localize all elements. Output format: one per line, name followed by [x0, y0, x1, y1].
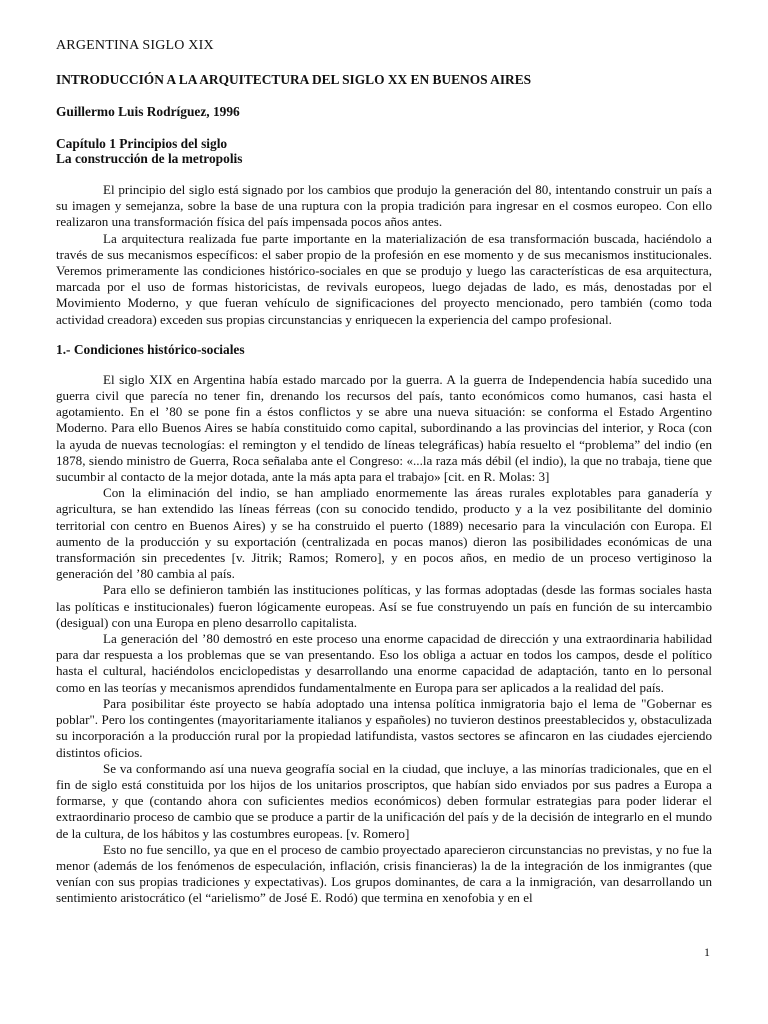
section-paragraph: El siglo XIX en Argentina había estado marcado por la guerra. A la guerra de Independencia había sucedido una guerra civil que parecía no tener fin, drenando los recursos del país, tanto económicos como humanos, casi hasta el agotamiento. En el ’80 se pone fin a éstos conflictos y se abre una nueva situación: se conforma el Estado Argentino Moderno. Para ello Buenos Aires se había constituido como capital, subordinando a las provincias del interior, y Roca (con la ayuda de nuevas tecnologías: el remington y el tendido de líneas telegráficas) había resuelto el “problema” del indio (en 1878, siendo ministro de Guerra, Roca señalaba ante el Congreso: «...la raza más débil (el indio), la que no trabaja, tiene que sucumbir al contacto de la mejor dotada, ante la más apta para el trabajo» [cit. en R. Molas: 3] — [56, 371, 712, 485]
chapter-title: Capítulo 1 Principios del siglo — [56, 136, 228, 151]
chapter-subtitle: La construcción de la metropolis — [56, 151, 243, 166]
document-title: INTRODUCCIÓN A LA ARQUITECTURA DEL SIGLO XX EN BUENOS AIRES — [56, 72, 532, 87]
section-paragraph: Esto no fue sencillo, ya que en el proceso de cambio proyectado aparecieron circunstancias no previstas, y no fue la menor (además de los fenómenos de especulación, inflación, crisis financieras) la de la integración de los inmigrantes (que venían con sus propias tradiciones y expectativas). Los grupos dominantes, de cara a la inmigración, van desarrollando un sentimiento aristocrático (el “arielismo” de José E. Rodó) que termina en xenofobia y en el — [56, 841, 712, 906]
author-line: Guillermo Luis Rodríguez, 1996 — [56, 104, 240, 119]
series-title: ARGENTINA SIGLO XIX — [56, 38, 214, 53]
intro-paragraph: El principio del siglo está signado por los cambios que produjo la generación del 80, intentando construir un país a su imagen y semejanza, sobre la base de una ruptura con la propia tradición para ingresar en el cosmos europeo. Con ello realizaron una transformación física del país impensada pocos años antes. — [56, 182, 712, 230]
section-paragraph: Para ello se definieron también las instituciones políticas, y las formas adoptadas (desde las formas sociales hasta las políticas e institucionales) fueron lógicamente europeas. Así se fue construyendo un país en función de su intercambio (desigual) con una Europa en pleno desarrollo capitalista. — [56, 582, 712, 630]
chapter-heading — [56, 136, 712, 166]
section-heading: 1.- Condiciones histórico-sociales — [56, 341, 245, 357]
section-paragraph: Para posibilitar éste proyecto se había adoptado una intensa política inmigratoria bajo el lema de "Gobernar es poblar". Pero los contingentes (mayoritariamente italianos y españoles) no tuvieron destinos preestablecidos y, obstaculizada su incorporación a la producción rural por la propiedad latifundista, vastos sectores se afincaron en las ciudades ejerciendo distintos oficios. — [56, 695, 712, 760]
section-paragraph: Con la eliminación del indio, se han ampliado enormemente las áreas rurales explotables para ganadería y agricultura, se han extendido las líneas férreas (con su conocido tendido, producto y a la vez posibilitante del dominio territorial con centro en Buenos Aires) y se ha construido el puerto (1889) necesario para la vinculación con Europa. El aumento de la producción y su exportación (centralizada en pocas manos) dieron las posibilidades económicas de una transformación sin precedentes [v. Jitrik; Ramos; Romero], y en pocos años, en medio de un proceso vertiginoso la generación del ’80 cambia al país. — [56, 485, 712, 582]
intro-paragraph: La arquitectura realizada fue parte importante en la materialización de esa transformación buscada, haciéndolo a través de sus mecanismos específicos: el saber propio de la profesión en ese momento y de sus mecanismos institucionales. Veremos primeramente las condiciones histórico-sociales en que se produjo y luego las características de esa arquitectura, marcada por el uso de formas historicistas, de revivals europeos, luego dejadas de lado, es más, denostadas por el Movimiento Moderno, y que fueran vehículo de significaciones del proyecto mencionado, pero también (como toda actividad creadora) exceden sus propias circunstancias y enriquecen la experiencia del campo profesional. — [56, 230, 712, 327]
section-paragraph: La generación del ’80 demostró en este proceso una enorme capacidad de dirección y una extraordinaria habilidad para dar respuesta a los problemas que se van presentando. Eso los obliga a actuar en todos los campos, desde el político hasta el cultural, haciéndolos enciclopedistas y desarrollando una enorme capacidad de adaptación, tanto en lo personal como en las teorías y mecanismos aprendidos fundamentalmente en Europa para ser aplicados a la realidad del país. — [56, 631, 712, 695]
section-paragraph: Se va conformando así una nueva geografía social en la ciudad, que incluye, a las minorías tradicionales, que en el fin de siglo está constituida por los hijos de los unitarios proscriptos, que habían sido enviados por sus padres a Europa a formarse, y que (contando ahora con suficientes medios económicos) deben formular estrategias para poder liderar el extraordinario proceso de cambio que se produce a partir de la unificación del país y de la decisión de integrarlo en el mundo de la cultura, de los hábitos y las costumbres europeas. [v. Romero] — [56, 760, 712, 841]
page-number: 1 — [704, 945, 710, 959]
